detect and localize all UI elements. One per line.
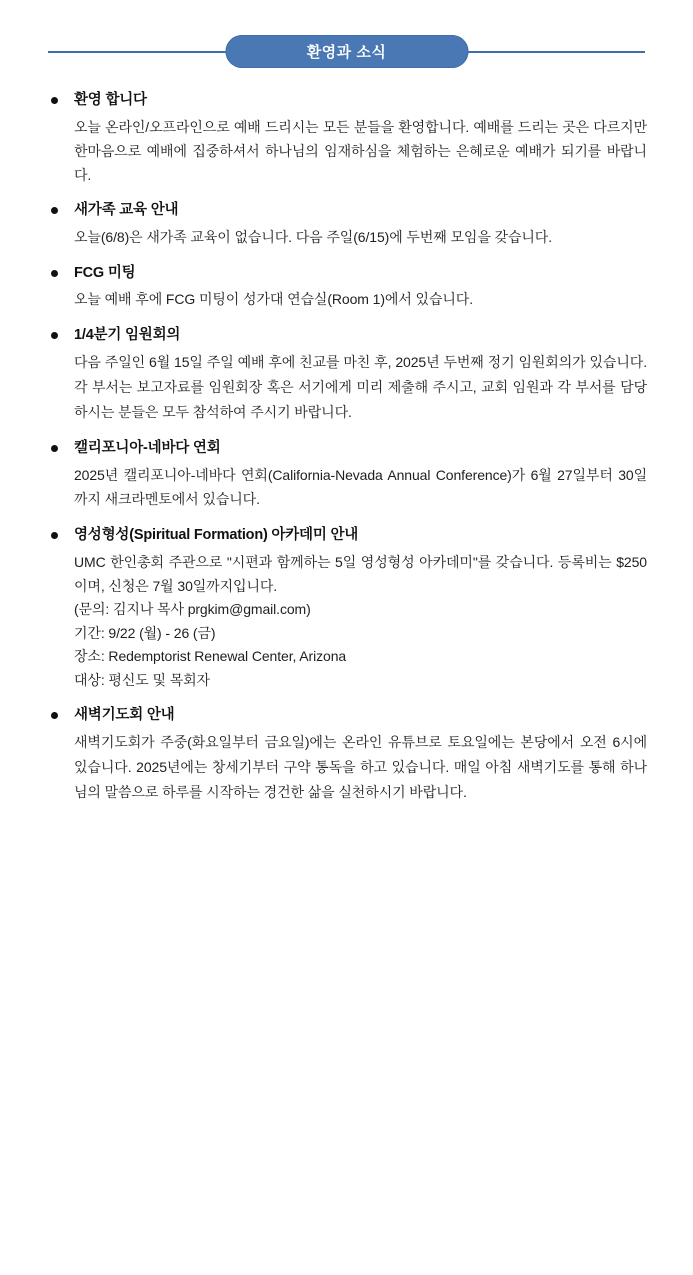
notice-detail-line: 장소: Redemptorist Renewal Center, Arizona [74, 648, 347, 665]
notice-body: 오늘 예배 후에 FCG 미팅이 성가대 연습실(Room 1)에서 있습니다. [74, 291, 474, 308]
notice-body: 새벽기도회가 주중(화요일부터 금요일)에는 온라인 유튜브로 토요일에는 본당에서 오전 6시에 있습니다. 2025년에는 창세기부터 구약 통독을 하고 있습니다. 매일 아침 새벽기도를 통해 하나님의 말씀으로 하루를 시작하는 경건한 삶을 실천하시기 바랍니다. [74, 734, 647, 800]
page-bottom-space [46, 818, 647, 1078]
notice-title: 새벽기도회 안내 [74, 707, 175, 724]
notice-body: 다음 주일인 6월 15일 주일 예배 후에 친교를 마친 후, 2025년 두번째 정기 임원회의가 있습니다. 각 부서는 보고자료를 임원회장 혹은 서기에게 미리 제출해 주시고, 교회 임원과 각 부서를 담당하시는 분들은 모두 참석하여 주시기 바랍니다. [74, 354, 647, 420]
list-item [46, 200, 647, 250]
notice-detail-lines [74, 598, 647, 692]
section-header [0, 0, 693, 68]
notice-title: 새가족 교육 안내 [74, 201, 179, 218]
section-title-pill: 환영과 소식 [225, 35, 468, 68]
notice-title: 캘리포니아-네바다 연회 [74, 439, 221, 456]
notice-title: 영성형성(Spiritual Formation) 아카데미 안내 [74, 527, 359, 544]
notice-body: 2025년 캘리포니아-네바다 연회(California-Nevada Annual Conference)가 6월 27일부터 30일까지 새크라멘토에서 있습니다. [74, 466, 647, 508]
notice-body: 오늘(6/8)은 새가족 교육이 없습니다. 다음 주일(6/15)에 두번째 모임을 갖습니다. [74, 228, 553, 245]
notice-list [46, 90, 647, 805]
list-item [46, 90, 647, 187]
list-item [46, 705, 647, 804]
list-item [46, 525, 647, 692]
notice-detail-line: (문의: 김지나 목사 prgkim@gmail.com) [74, 601, 311, 618]
notice-detail-line: 기간: 9/22 (월) - 26 (금) [74, 624, 216, 641]
list-item [46, 325, 647, 424]
notice-detail-line: 대상: 평신도 및 목회자 [74, 671, 210, 688]
notice-title: 환영 합니다 [74, 92, 147, 108]
list-item [46, 438, 647, 513]
notice-title: 1/4분기 임원회의 [74, 327, 181, 344]
list-item [46, 263, 647, 313]
notice-title: FCG 미팅 [74, 264, 136, 281]
notice-body: UMC 한인총회 주관으로 "시편과 함께하는 5일 영성형성 아카데미"를 갖습니다. 등록비는 $250이며, 신청은 7월 30일까지입니다. [74, 554, 647, 595]
notice-body: 오늘 온라인/오프라인으로 예배 드리시는 모든 분들을 환영합니다. 예배를 드리는 곳은 다르지만 한마음으로 예배에 집중하셔서 하나님의 임재하심을 체험하는 은혜로운 예배가 되기를 바랍니다. [74, 118, 647, 183]
notices-content [0, 68, 693, 1078]
